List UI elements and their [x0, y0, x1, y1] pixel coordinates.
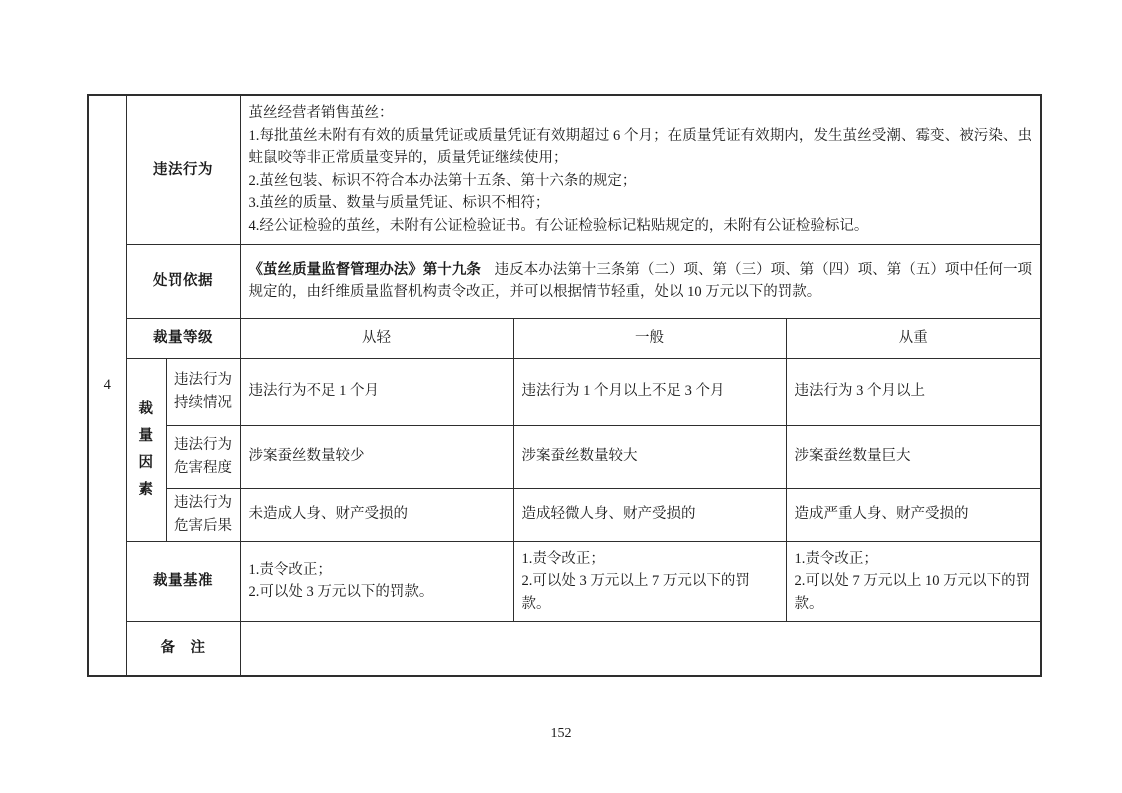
label-factor-harm-result — [166, 488, 240, 541]
illegal-act-content — [240, 95, 1041, 244]
label-factor-duration — [166, 358, 240, 425]
illegal-act-item-2: 2.茧丝包装、标识不符合本办法第十五条、第十六条的规定； — [248, 172, 637, 189]
illegal-act-intro: 茧丝经营者销售茧丝： — [248, 105, 394, 122]
level-light: 从轻 — [240, 318, 513, 358]
row-factor-duration — [88, 358, 1041, 425]
level-heavy: 从重 — [786, 318, 1041, 358]
benchmark-normal-item-2: 2.可以处 3 万元以上 7 万元以下的罚款。 — [521, 573, 750, 612]
benchmark-heavy-item-1: 1.责令改正； — [794, 550, 878, 567]
factor-duration-heavy: 违法行为 3 个月以上 — [786, 358, 1041, 425]
benchmark-normal-item-1: 1.责令改正； — [521, 550, 605, 567]
factor-harm-result-light: 未造成人身、财产受损的 — [240, 488, 513, 541]
label-benchmark: 裁量基准 — [126, 541, 240, 622]
illegal-act-item-3: 3.茧丝的质量、数量与质量凭证、标识不相符； — [248, 195, 550, 212]
benchmark-heavy — [786, 541, 1041, 622]
benchmark-light — [240, 541, 513, 622]
row-number: 4 — [103, 377, 111, 393]
factor-harm-degree-label-line-1: 违法行为 — [174, 437, 232, 453]
discretion-factors-vertical-text: 裁量因素 — [138, 400, 154, 498]
factor-harm-degree-normal: 涉案蚕丝数量较大 — [513, 425, 786, 488]
row-factor-harm-degree — [88, 425, 1041, 488]
label-remarks: 备 注 — [126, 622, 240, 676]
illegal-act-item-4: 4.经公证检验的茧丝，未附有公证检验证书。有公证检验标记粘贴规定的，未附有公证检验标记。 — [248, 217, 869, 234]
factor-duration-light: 违法行为不足 1 个月 — [240, 358, 513, 425]
row-penalty-basis — [88, 244, 1041, 318]
label-factor-harm-degree — [166, 425, 240, 488]
factor-duration-label-line-1: 违法行为 — [174, 372, 232, 388]
row-number-cell — [88, 95, 126, 676]
factor-duration-normal: 违法行为 1 个月以上不足 3 个月 — [513, 358, 786, 425]
row-remarks — [88, 622, 1041, 676]
factor-harm-result-label-line-2: 危害后果 — [174, 517, 232, 534]
label-illegal-act: 违法行为 — [126, 95, 240, 244]
factor-harm-result-heavy: 造成严重人身、财产受损的 — [786, 488, 1041, 541]
factor-duration-label-line-2: 持续情况 — [174, 394, 232, 411]
benchmark-light-item-2: 2.可以处 3 万元以下的罚款。 — [248, 584, 434, 601]
level-normal: 一般 — [513, 318, 786, 358]
row-benchmark — [88, 541, 1041, 622]
benchmark-heavy-item-2: 2.可以处 7 万元以上 10 万元以下的罚款。 — [794, 573, 1031, 612]
page-number: 152 — [550, 726, 572, 741]
factor-harm-result-normal: 造成轻微人身、财产受损的 — [513, 488, 786, 541]
row-discretion-level — [88, 318, 1041, 358]
factor-harm-degree-label-line-2: 危害程度 — [174, 459, 232, 476]
label-penalty-basis: 处罚依据 — [126, 244, 240, 318]
illegal-act-item-1: 1.每批茧丝未附有有效的质量凭证或质量凭证有效期超过 6 个月；在质量凭证有效期内，发生茧丝受潮、霉变、被污染、虫蛀鼠咬等非正常质量变异的，质量凭证继续使用； — [248, 127, 1033, 167]
row-factor-harm-result — [88, 488, 1041, 541]
statute-name: 《茧丝质量监督管理办法》第十九条 — [248, 261, 481, 278]
penalty-basis-text: 违反本办法第十三条第（二）项、第（三）项、第（四）项、第（五）项中任何一项规定的，由纤维质量监督机构责令改正，并可以根据情节轻重，处以 10 万元以下的罚款。 — [248, 261, 1033, 300]
row-illegal-act — [88, 95, 1041, 244]
penalty-discretion-table — [87, 94, 1042, 677]
penalty-basis-content — [240, 244, 1041, 318]
label-discretion-factors — [126, 358, 166, 541]
factor-harm-result-label-line-1: 违法行为 — [174, 495, 232, 511]
label-discretion-level: 裁量等级 — [126, 318, 240, 358]
remarks-content — [240, 622, 1041, 676]
benchmark-normal — [513, 541, 786, 622]
factor-harm-degree-light: 涉案蚕丝数量较少 — [240, 425, 513, 488]
benchmark-light-item-1: 1.责令改正； — [248, 561, 332, 578]
factor-harm-degree-heavy: 涉案蚕丝数量巨大 — [786, 425, 1041, 488]
